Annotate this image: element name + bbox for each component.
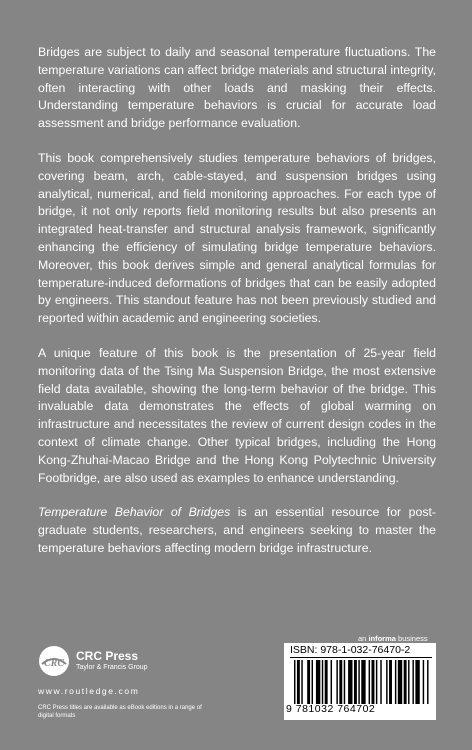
publisher-group: Taylor & Francis Group — [76, 664, 148, 671]
publisher-block — [38, 645, 238, 685]
blurb-paragraph-2: This book comprehensively studies temperature behaviors of bridges, covering beam, arch, cable-stayed, and suspension bridges using analytical, numerical, and field monitoring approaches. For each type of bridge, it not only reports field monitoring results but also presents an integrated heat-transfer and structural analysis framework, significantly enhancing the efficiency of simulating bridge temperature behaviors. Moreover, this book derives simple and general analytical formulas for temperature-induced deformations of bridges that can be easily adopted by engineers. This standout feature has not been previously studied and reported within academic and engineering societies. — [38, 150, 436, 326]
ebook-note: CRC Press titles are available as eBook editions in a range of digital formats — [38, 705, 202, 719]
barcode-bars-icon — [294, 660, 430, 704]
website-link[interactable]: www.routledge.com — [38, 686, 140, 696]
back-cover-blurb — [38, 44, 436, 558]
informa-brand: informa — [368, 634, 396, 643]
blurb-paragraph-1: Bridges are subject to daily and seasonal temperature fluctuations. The temperature variations can affect bridge materials and structural integrity, often interacting with other loads and masking their effects. Understanding temperature behaviors is crucial for accurate load assessment and bridge performance evaluation. — [38, 45, 436, 131]
isbn-label: ISBN: 978-1-032-76470-2 — [290, 644, 411, 656]
informa-business-tagline — [358, 634, 428, 643]
blurb-paragraph-3: A unique feature of this book is the presentation of 25-year field monitoring data of the Tsing Ma Suspension Bridge, the most extensive field data available, showing the long-term behavior of the bridge. This invaluable data demonstrates the effects of global warming on infrastructure and necessitates the review of current design codes in the context of climate change. Other typical bridges, including the Hong Kong-Zhuhai-Macao Bridge and the Hong Kong Polytechnic University Footbridge, are also used as examples to enhance understanding. — [38, 345, 436, 485]
publisher-name: CRC Press — [76, 649, 139, 663]
barcode-digits: 9 781032 764702 — [286, 703, 376, 715]
blurb-paragraph-4-rest: is an essential resource for post-graduate students, researchers, and engineers seeking to master the temperature behaviors affecting modern bridge infrastructure. — [38, 505, 437, 555]
isbn-barcode — [284, 643, 436, 720]
isbn-divider — [290, 657, 432, 658]
book-title-italic: Temperature Behavior of Bridges — [38, 505, 231, 520]
informa-suffix: business — [395, 634, 428, 643]
crc-logo-icon — [38, 645, 70, 677]
informa-prefix: an — [358, 634, 369, 643]
crc-logo-text: CRC — [43, 658, 65, 669]
blurb-paragraph-4 — [38, 504, 436, 557]
